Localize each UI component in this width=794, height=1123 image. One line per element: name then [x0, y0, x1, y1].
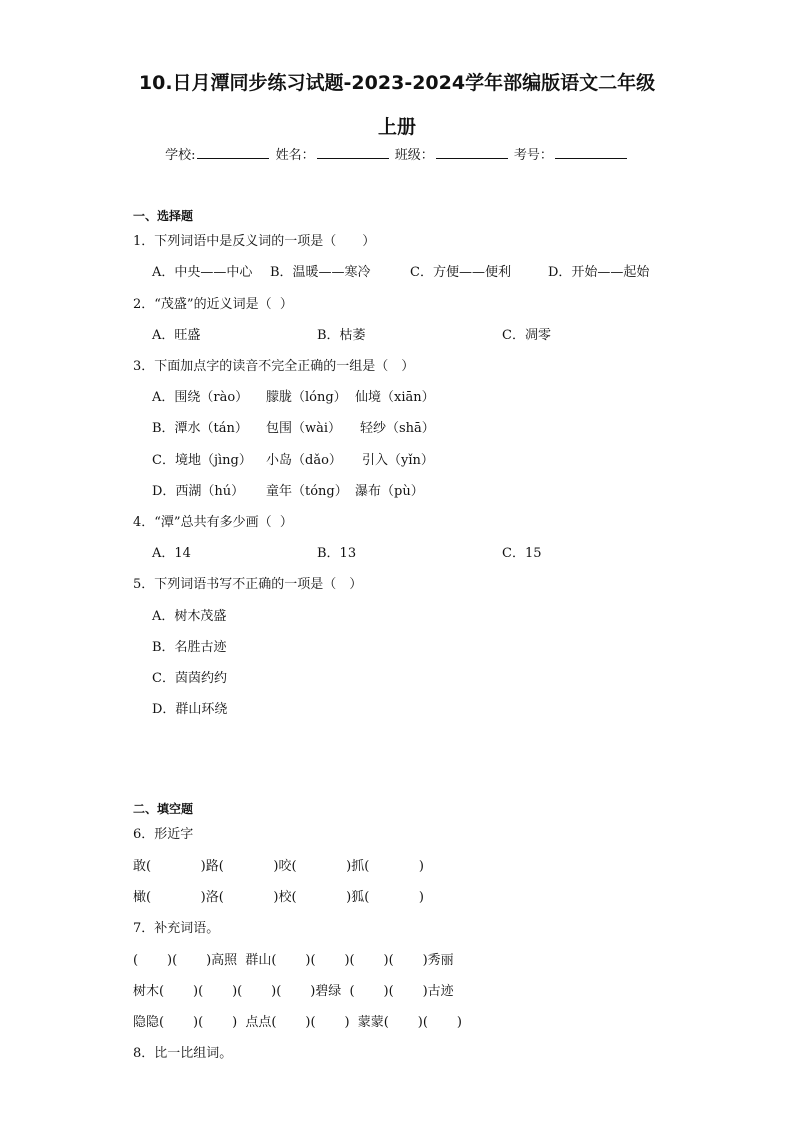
question-2-stem: 2．“茂盛”的近义词是（ ）: [133, 297, 293, 312]
q3-option-c-1: C．境地（jìng）: [152, 453, 252, 468]
q4-option-c: C．15: [502, 546, 542, 561]
q5-option-a: A．树木茂盛: [152, 609, 227, 624]
exam-number-label: 考号：: [513, 148, 553, 163]
student-info-line: [0, 144, 794, 163]
q5-option-b: B．名胜古迹: [152, 640, 227, 655]
q3-option-d-3: 瀑布（pù）: [355, 484, 424, 499]
school-label: 学校:: [165, 148, 196, 163]
q3-option-b-3: 轻纱（shā）: [360, 421, 435, 436]
q6-row-1: 敢( )路( )咬( )抓( ): [133, 859, 424, 874]
q7-row-3: 隐隐( )( ) 点点( )( ) 蒙蒙( )( ): [133, 1015, 462, 1030]
q4-option-b: B．13: [317, 546, 357, 561]
question-3-stem: 3．下面加点字的读音不完全正确的一组是（ ）: [133, 359, 415, 374]
q2-option-b: B．枯萎: [317, 328, 366, 343]
q6-row-2: 橄( )洛( )校( )狐( ): [133, 890, 424, 905]
class-blank[interactable]: [436, 146, 508, 159]
q3-option-c-2: 小岛（dǎo）: [266, 453, 342, 468]
q1-option-a: A．中央——中心: [152, 265, 253, 280]
question-7-stem: 7．补充词语。: [133, 921, 220, 936]
name-blank[interactable]: [317, 146, 389, 159]
q5-option-c: C．茵茵约约: [152, 671, 227, 686]
q2-option-a: A．旺盛: [152, 328, 201, 343]
q1-option-d: D．开始——起始: [548, 265, 650, 280]
q1-option-b: B．温暖——寒冷: [270, 265, 371, 280]
exam-number-blank[interactable]: [555, 146, 627, 159]
q3-option-a-2: 朦胧（lóng）: [266, 390, 347, 405]
q3-option-b-2: 包围（wài）: [266, 421, 342, 436]
section-heading-choice: 一、选择题: [133, 209, 194, 223]
school-blank[interactable]: [197, 146, 269, 159]
q3-option-d-1: D．西湖（hú）: [152, 484, 245, 499]
q4-option-a: A．14: [152, 546, 191, 561]
q5-option-d: D．群山环绕: [152, 702, 228, 717]
question-1-stem: 1．下列词语中是反义词的一项是（ ）: [133, 234, 376, 249]
q1-option-c: C．方便——便利: [410, 265, 511, 280]
q2-option-c: C．凋零: [502, 328, 551, 343]
question-5-stem: 5．下列词语书写不正确的一项是（ ）: [133, 577, 363, 592]
section-heading-fill: 二、填空题: [133, 802, 194, 816]
question-8-stem: 8．比一比组词。: [133, 1046, 233, 1061]
q3-option-a-3: 仙境（xiān）: [355, 390, 435, 405]
q3-option-b-1: B．潭水（tán）: [152, 421, 248, 436]
page-title: 10.日月潭同步练习试题-2023-2024学年部编版语文二年级: [138, 72, 656, 94]
question-4-stem: 4．“潭”总共有多少画（ ）: [133, 515, 293, 530]
name-label: 姓名：: [275, 148, 315, 163]
q7-row-1: ( )( )高照 群山( )( )( )( )秀丽: [133, 953, 454, 968]
q3-option-a-1: A．围绕（rào）: [152, 390, 249, 405]
page-title-continued: 上册: [377, 116, 416, 138]
q7-row-2: 树木( )( )( )( )碧绿 ( )( )古迹: [133, 984, 454, 999]
q3-option-c-3: 引入（yǐn）: [362, 453, 434, 468]
q3-option-d-2: 童年（tóng）: [266, 484, 348, 499]
question-6-stem: 6．形近字: [133, 827, 194, 842]
class-label: 班级：: [394, 148, 434, 163]
